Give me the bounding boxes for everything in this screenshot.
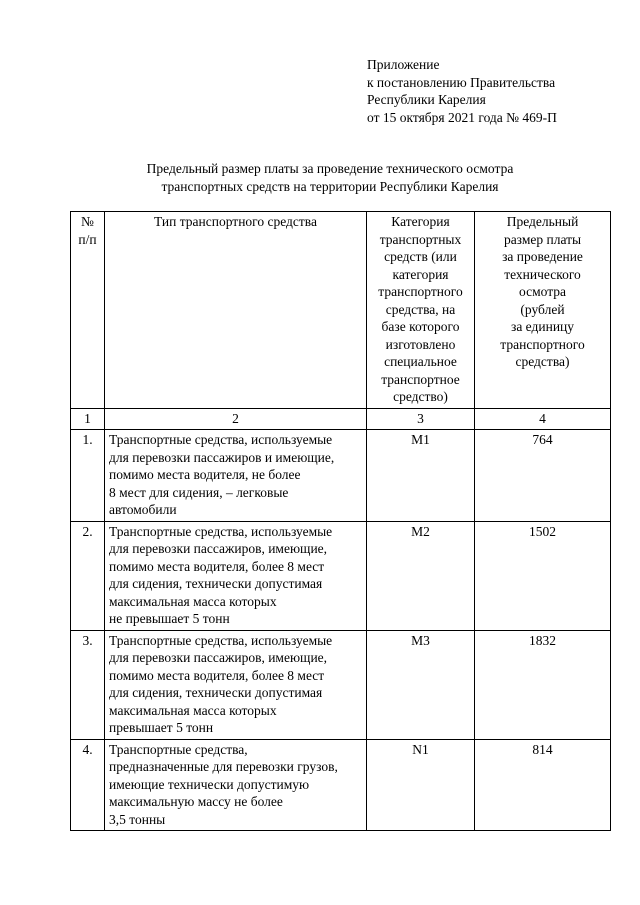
header-type: Тип транспортного средства	[105, 212, 367, 409]
header-num: № п/п	[71, 212, 105, 409]
appendix-date-line: от 15 октября 2021 года № 469-П	[367, 109, 557, 125]
row-type: Транспортные средства, предназначенные для перевозки грузов, имеющие технически допустимую максимальную массу не более 3,5 тонны	[105, 739, 367, 831]
row-fee: 1502	[475, 521, 611, 630]
fee-table	[70, 211, 611, 831]
row-fee: 1832	[475, 630, 611, 739]
row-category: M1	[367, 430, 475, 522]
document-title	[60, 160, 600, 195]
row-fee: 764	[475, 430, 611, 522]
table-header-row	[71, 212, 611, 409]
row-num: 4.	[71, 739, 105, 831]
table-row	[71, 521, 611, 630]
row-num: 3.	[71, 630, 105, 739]
title-line: транспортных средств на территории Республики Карелия	[161, 178, 499, 194]
column-number: 2	[105, 408, 367, 430]
appendix-line: к постановлению Правительства	[367, 74, 556, 90]
row-fee: 814	[475, 739, 611, 831]
appendix-line: Приложение	[367, 57, 440, 72]
row-type: Транспортные средства, используемые для перевозки пассажиров и имеющие, помимо места водителя, не более 8 мест для сидения, – легковые автомобили	[105, 430, 367, 522]
table-row	[71, 430, 611, 522]
row-num: 1.	[71, 430, 105, 522]
header-category: Категория транспортных средств (или категория транспортного средства, на базе которого изготовлено специальное транспортное средство)	[367, 212, 475, 409]
column-number: 3	[367, 408, 475, 430]
row-category: M3	[367, 630, 475, 739]
row-category: M2	[367, 521, 475, 630]
column-number: 1	[71, 408, 105, 430]
table-row	[71, 739, 611, 831]
table-row	[71, 630, 611, 739]
row-type: Транспортные средства, используемые для перевозки пассажиров, имеющие, помимо места водителя, более 8 мест для сидения, технически допустимая максимальная масса которых не превышает 5 тонн	[105, 521, 367, 630]
header-fee: Предельный размер платы за проведение технического осмотра (рублей за единицу транспортного средства)	[475, 212, 611, 409]
appendix-line: Республики Карелия	[367, 92, 486, 107]
row-num: 2.	[71, 521, 105, 630]
row-category: N1	[367, 739, 475, 831]
title-line: Предельный размер платы за проведение технического осмотра	[146, 161, 514, 176]
column-number-row	[71, 408, 611, 430]
column-number: 4	[475, 408, 611, 430]
appendix-block	[367, 56, 557, 126]
row-type: Транспортные средства, используемые для перевозки пассажиров, имеющие, помимо места водителя, более 8 мест для сидения, технически допустимая максимальная масса которых превышает 5 тонн	[105, 630, 367, 739]
